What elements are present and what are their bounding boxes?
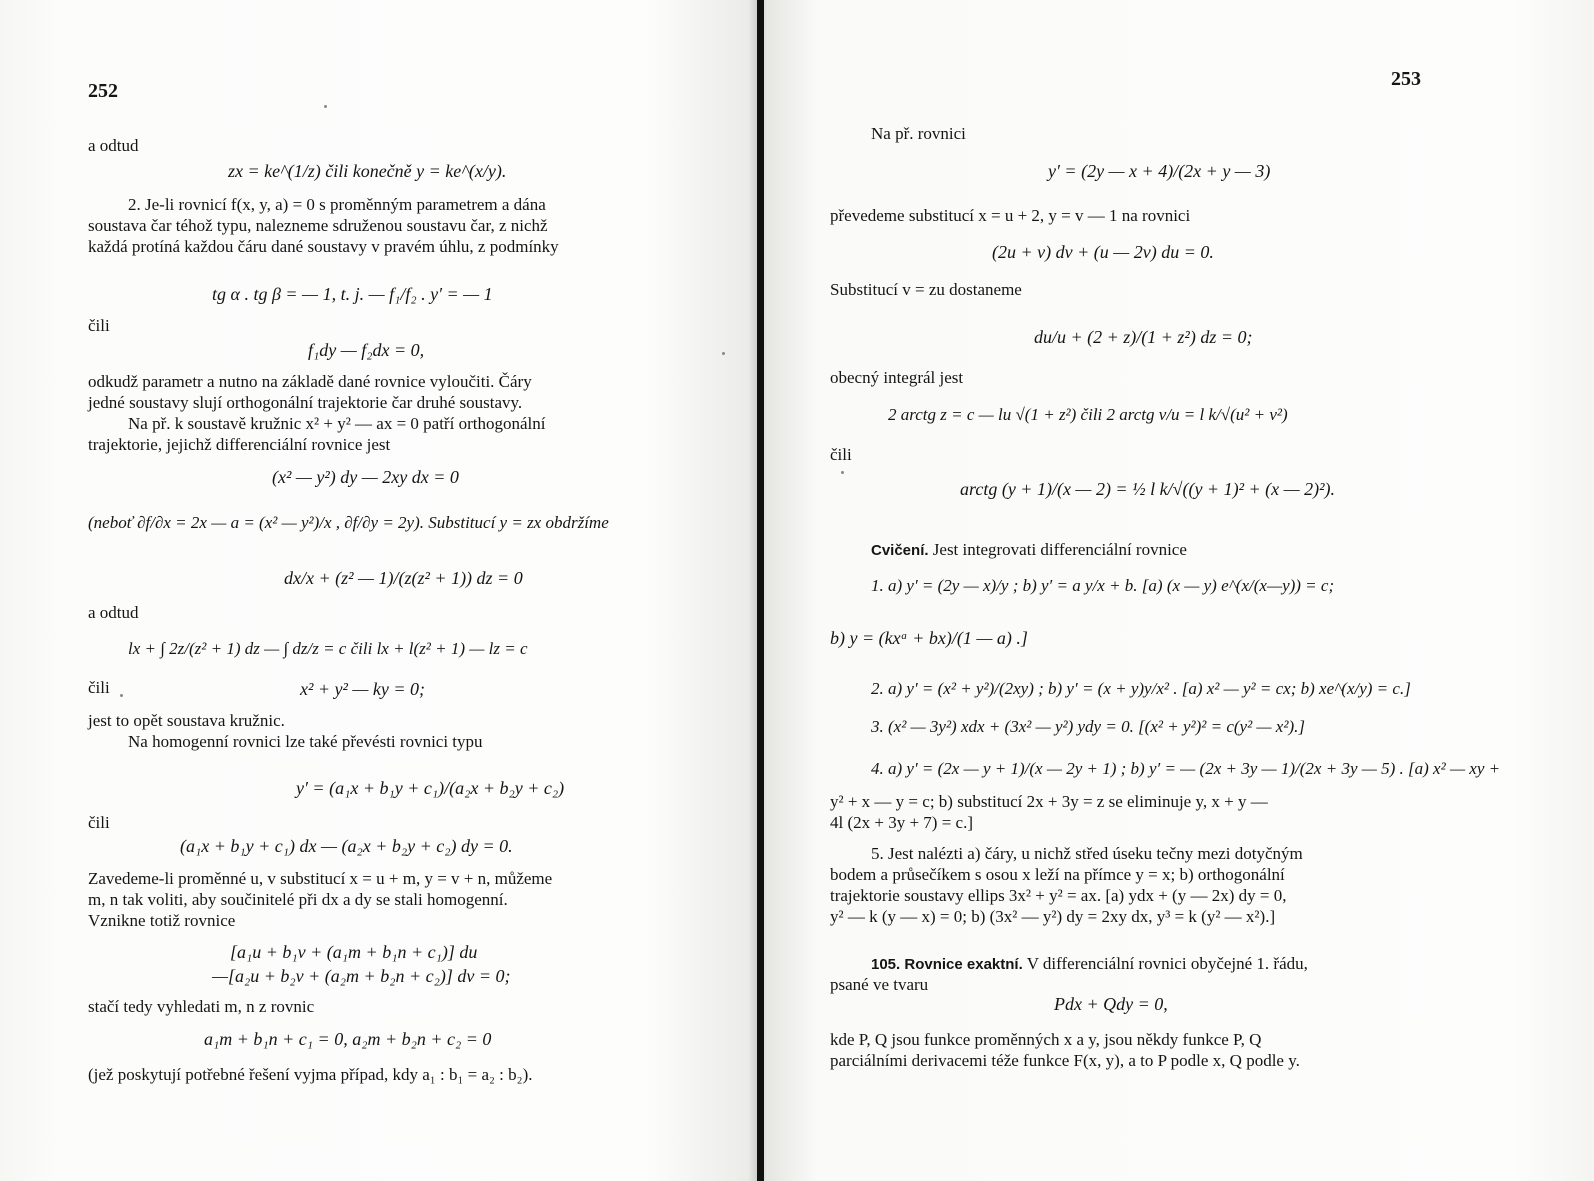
text-line: Na homogenní rovnici lze také převésti rovnici typu <box>128 732 483 751</box>
page-number: 252 <box>88 80 118 102</box>
text-line: Substitucí v = zu dostaneme <box>830 280 1022 299</box>
text-line: obecný integrál jest <box>830 368 964 387</box>
text-line: a odtud <box>88 136 139 155</box>
text-line: stačí tedy vyhledati m, n z rovnic <box>88 997 315 1016</box>
text-line: bodem a průsečíkem s osou x leží na přímce y = x; b) orthogonální <box>830 865 1285 884</box>
text-line: y² — k (y — x) = 0; b) (3x² — y²) dy = 2xy dx, y³ = k (y² — x²).] <box>830 907 1276 926</box>
text-line: Jest integrovati differenciální rovnice <box>928 540 1187 559</box>
speck <box>324 105 327 108</box>
text-line: Zavedeme-li proměnné u, v substitucí x = u + m, y = v + n, můžeme <box>88 869 553 888</box>
exercise-3: 3. (x² — 3y²) xdx + (3x² — y²) ydy = 0. [(x² + y²)² = c(y² — x²).] <box>871 717 1305 736</box>
equation: Pdx + Qdy = 0, <box>1054 994 1168 1014</box>
equation: (a₁x + b₁y + c₁) dx — (a₂x + b₂y + c₂) dy = 0. <box>180 836 513 856</box>
text-line: jest to opět soustava kružnic. <box>88 711 285 730</box>
speck <box>120 694 123 697</box>
text-line: čili <box>88 813 110 832</box>
equation: y′ = (a₁x + b₁y + c₁)/(a₂x + b₂y + c₂) <box>296 778 565 798</box>
text-line: čili <box>88 678 110 697</box>
text-line: odkudž parametr a nutno na základě dané rovnice vyloučiti. Čáry <box>88 372 532 391</box>
text-line: čili <box>830 445 852 464</box>
exercises-label: Cvičení. <box>871 542 929 559</box>
page-number: 253 <box>1391 68 1421 90</box>
text-line: V differenciální rovnici obyčejné 1. řádu, <box>1022 954 1308 973</box>
text-line: m, n tak voliti, aby součinitelé při dx a dy se stali homogenní. <box>88 890 508 909</box>
equation: (2u + v) dv + (u — 2v) du = 0. <box>992 242 1214 262</box>
text-line: každá protíná každou čáru dané soustavy v pravém úhlu, z podmínky <box>88 237 559 256</box>
equation: arctg (y + 1)/(x — 2) = ½ l k/√((y + 1)² + (x — 2)²). <box>960 479 1335 499</box>
text-line: y² + x — y = c; b) substitucí 2x + 3y = z se eliminuje y, x + y — <box>830 792 1268 811</box>
text-line: Na př. k soustavě kružnic x² + y² — ax = 0 patří orthogonální <box>128 414 546 433</box>
speck <box>722 352 725 355</box>
exercise-4: 4. a) y′ = (2x — y + 1)/(x — 2y + 1) ; b) y′ = — (2x + 3y — 1)/(2x + 3y — 5) . [a) x² — xy + <box>871 759 1501 778</box>
exercise-1: 1. a) y′ = (2y — x)/y ; b) y′ = a y/x + b. [a) (x — y) e^(x/(x—y)) = c; <box>871 576 1335 595</box>
equation: du/u + (2 + z)/(1 + z²) dz = 0; <box>1034 327 1253 347</box>
text-line: psané ve tvaru <box>830 975 929 994</box>
text-line: soustava čar téhož typu, nalezneme sdruženou soustavu čar, z nichž <box>88 216 548 235</box>
equation: 2 arctg z = c — lu √(1 + z²) čili 2 arctg v/u = l k/√(u² + v²) <box>888 405 1288 424</box>
exercise-5: 5. Jest nalézti a) čáry, u nichž střed úseku tečny mezi dotyčným <box>871 844 1303 863</box>
text-line: parciálními derivacemi téže funkce F(x, y), a to P podle x, Q podle y. <box>830 1051 1300 1070</box>
equation: [a₁u + b₁v + (a₁m + b₁n + c₁)] du <box>230 942 478 962</box>
equation: x² + y² — ky = 0; <box>300 679 426 699</box>
text-line: 4l (2x + 3y + 7) = c.] <box>830 813 974 832</box>
speck <box>841 471 844 474</box>
text-line: trajektorie, jejichž differenciální rovnice jest <box>88 435 391 454</box>
text-line: (jež poskytují potřebné řešení vyjma případ, kdy a₁ : b₁ = a₂ : b₂). <box>88 1065 533 1084</box>
exercises-heading <box>871 540 1187 561</box>
right-page <box>768 0 1594 1181</box>
equation: f₁dy — f₂dx = 0, <box>308 340 425 360</box>
text-line: 2. Je-li rovnicí f(x, y, a) = 0 s proměnným parametrem a dána <box>128 195 546 214</box>
text-line: kde P, Q jsou funkce proměnných x a y, jsou někdy funkce P, Q <box>830 1030 1262 1049</box>
left-page <box>0 0 760 1181</box>
text-line: Na př. rovnici <box>871 124 966 143</box>
section-label: 105. Rovnice exaktní. <box>871 956 1023 973</box>
equation: a₁m + b₁n + c₁ = 0, a₂m + b₂n + c₂ = 0 <box>204 1029 492 1049</box>
equation: lx + ∫ 2z/(z² + 1) dz — ∫ dz/z = c čili lx + l(z² + 1) — lz = c <box>128 639 528 658</box>
equation: (x² — y²) dy — 2xy dx = 0 <box>272 467 459 487</box>
equation: (neboť ∂f/∂x = 2x — a = (x² — y²)/x , ∂f/∂y = 2y). Substitucí y = zx obdržíme <box>88 513 609 532</box>
text-line: a odtud <box>88 603 139 622</box>
text-line: jedné soustavy slují orthogonální trajektorie čar druhé soustavy. <box>88 393 523 412</box>
text-line: převedeme substitucí x = u + 2, y = v — 1 na rovnici <box>830 206 1191 225</box>
book-gutter <box>757 0 764 1181</box>
section-105-heading <box>871 954 1308 975</box>
equation: y′ = (2y — x + 4)/(2x + y — 3) <box>1048 161 1271 181</box>
equation: dx/x + (z² — 1)/(z(z² + 1)) dz = 0 <box>284 568 523 588</box>
equation: —[a₂u + b₂v + (a₂m + b₂n + c₂)] dv = 0; <box>212 966 511 986</box>
equation: zx = ke^(1/z) čili konečně y = ke^(x/y). <box>228 161 507 181</box>
text-line: Vznikne totiž rovnice <box>88 911 236 930</box>
text-line: čili <box>88 316 110 335</box>
exercise-2: 2. a) y′ = (x² + y²)/(2xy) ; b) y′ = (x + y)y/x² . [a) x² — y² = cx; b) xe^(x/y) = c.] <box>871 679 1411 698</box>
text-line: trajektorie soustavy ellips 3x² + y² = ax. [a) ydx + (y — 2x) dy = 0, <box>830 886 1287 905</box>
equation: tg α . tg β = — 1, t. j. — f₁/f₂ . y′ = — 1 <box>212 284 493 304</box>
exercise-1-answer: b) y = (kxᵃ + bx)/(1 — a) .] <box>830 628 1028 648</box>
